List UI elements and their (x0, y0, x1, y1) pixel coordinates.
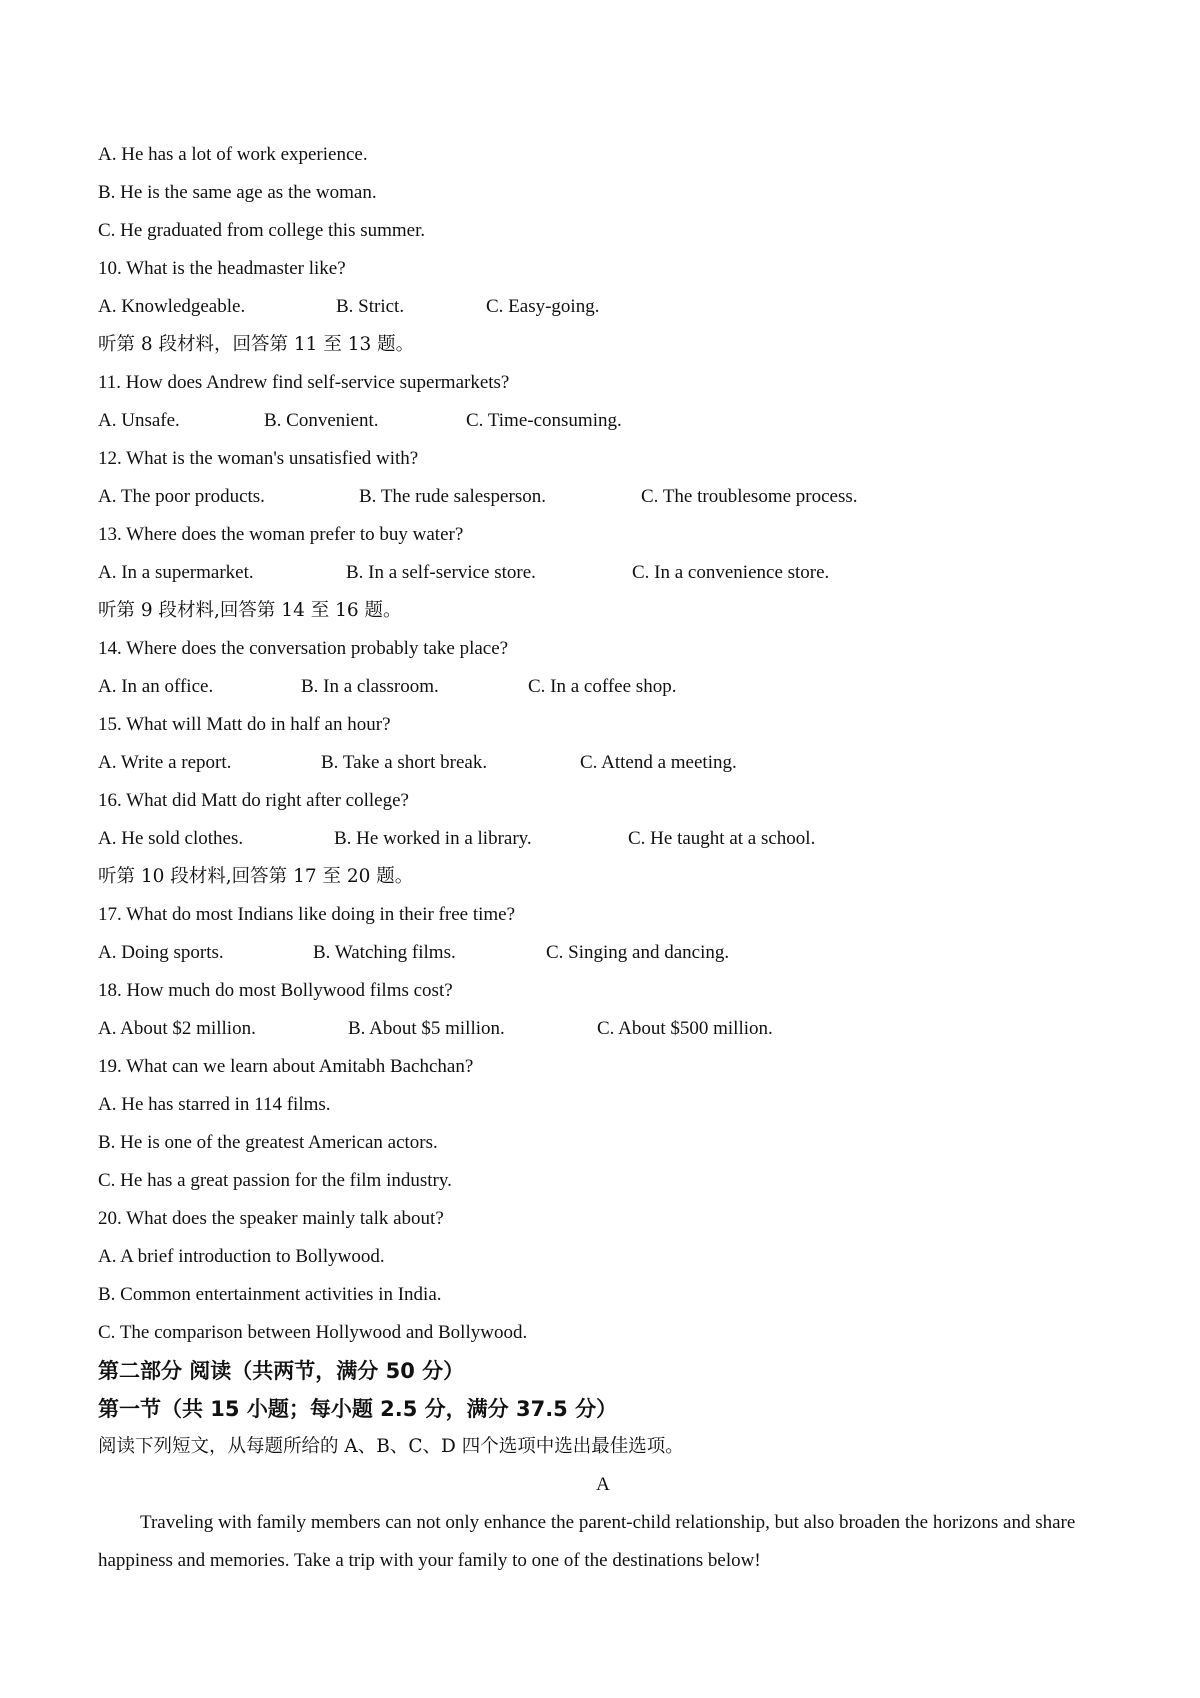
q12-option-a: A. The poor products. (98, 486, 265, 507)
q17-option-a: A. Doing sports. (98, 942, 224, 963)
instruction-section-9: 听第 9 段材料,回答第 14 至 16 题。 (98, 600, 402, 621)
q17-options (98, 934, 1108, 972)
q19-option-c: C. He has a great passion for the film industry. (98, 1170, 452, 1191)
q20-stem: 20. What does the speaker mainly talk about? (98, 1208, 444, 1229)
q16-option-c: C. He taught at a school. (628, 828, 816, 849)
q16-options (98, 820, 1108, 858)
q18-option-b: B. About $5 million. (348, 1018, 505, 1039)
q15-stem: 15. What will Matt do in half an hour? (98, 714, 391, 735)
q9-option-a: A. He has a lot of work experience. (98, 144, 368, 165)
q13-stem: 13. Where does the woman prefer to buy water? (98, 524, 464, 545)
q18-stem: 18. How much do most Bollywood films cost? (98, 980, 453, 1001)
q13-option-c: C. In a convenience store. (632, 562, 830, 583)
q14-options (98, 668, 1108, 706)
q12-option-c: C. The troublesome process. (641, 486, 858, 507)
q10-options (98, 288, 1108, 326)
section1-heading: 第一节（共 15 小题；每小题 2.5 分，满分 37.5 分） (98, 1397, 618, 1421)
q14-option-b: B. In a classroom. (301, 676, 439, 697)
q19-option-b: B. He is one of the greatest American actors. (98, 1132, 438, 1153)
q14-option-c: C. In a coffee shop. (528, 676, 677, 697)
q14-option-a: A. In an office. (98, 676, 214, 697)
q12-options (98, 478, 1108, 516)
exam-content (98, 136, 1108, 1580)
q16-option-b: B. He worked in a library. (334, 828, 532, 849)
q19-stem: 19. What can we learn about Amitabh Bachchan? (98, 1056, 474, 1077)
q9-option-b: B. He is the same age as the woman. (98, 182, 377, 203)
q10-option-b: B. Strict. (336, 296, 405, 317)
q19-option-a: A. He has starred in 114 films. (98, 1094, 331, 1115)
q12-stem: 12. What is the woman's unsatisfied with? (98, 448, 419, 469)
q11-option-c: C. Time-consuming. (466, 410, 622, 431)
q17-option-b: B. Watching films. (313, 942, 456, 963)
q16-option-a: A. He sold clothes. (98, 828, 244, 849)
q10-stem: 10. What is the headmaster like? (98, 258, 346, 279)
reading-instruction: 阅读下列短文，从每题所给的 A、B、C、D 四个选项中选出最佳选项。 (98, 1436, 684, 1457)
passage-letter: A (596, 1474, 610, 1495)
q11-option-b: B. Convenient. (264, 410, 379, 431)
q13-option-b: B. In a self-service store. (346, 562, 536, 583)
q17-stem: 17. What do most Indians like doing in their free time? (98, 904, 516, 925)
q15-option-b: B. Take a short break. (321, 752, 488, 773)
q13-option-a: A. In a supermarket. (98, 562, 254, 583)
part2-heading: 第二部分 阅读（共两节，满分 50 分） (98, 1359, 465, 1383)
q18-option-c: C. About $500 million. (597, 1018, 773, 1039)
q20-option-a: A. A brief introduction to Bollywood. (98, 1246, 385, 1267)
q20-option-b: B. Common entertainment activities in India. (98, 1284, 442, 1305)
q14-stem: 14. Where does the conversation probably take place? (98, 638, 509, 659)
q16-stem: 16. What did Matt do right after college? (98, 790, 409, 811)
q10-option-a: A. Knowledgeable. (98, 296, 246, 317)
q15-option-c: C. Attend a meeting. (580, 752, 737, 773)
q11-option-a: A. Unsafe. (98, 410, 180, 431)
instruction-section-10: 听第 10 段材料,回答第 17 至 20 题。 (98, 866, 414, 887)
q17-option-c: C. Singing and dancing. (546, 942, 730, 963)
q13-options (98, 554, 1108, 592)
instruction-section-8: 听第 8 段材料，回答第 11 至 13 题。 (98, 334, 415, 355)
q20-option-c: C. The comparison between Hollywood and Bollywood. (98, 1322, 528, 1343)
q11-stem: 11. How does Andrew find self-service supermarkets? (98, 372, 510, 393)
q18-options (98, 1010, 1108, 1048)
q11-options (98, 402, 1108, 440)
q15-options (98, 744, 1108, 782)
passage-paragraph: Traveling with family members can not only enhance the parent-child relationship, but also broaden the horizons and share happiness and memories. Take a trip with your family to one of the destinations below! (98, 1512, 1076, 1571)
q9-option-c: C. He graduated from college this summer. (98, 220, 426, 241)
q15-option-a: A. Write a report. (98, 752, 232, 773)
q10-option-c: C. Easy-going. (486, 296, 600, 317)
q18-option-a: A. About $2 million. (98, 1018, 256, 1039)
q12-option-b: B. The rude salesperson. (359, 486, 546, 507)
